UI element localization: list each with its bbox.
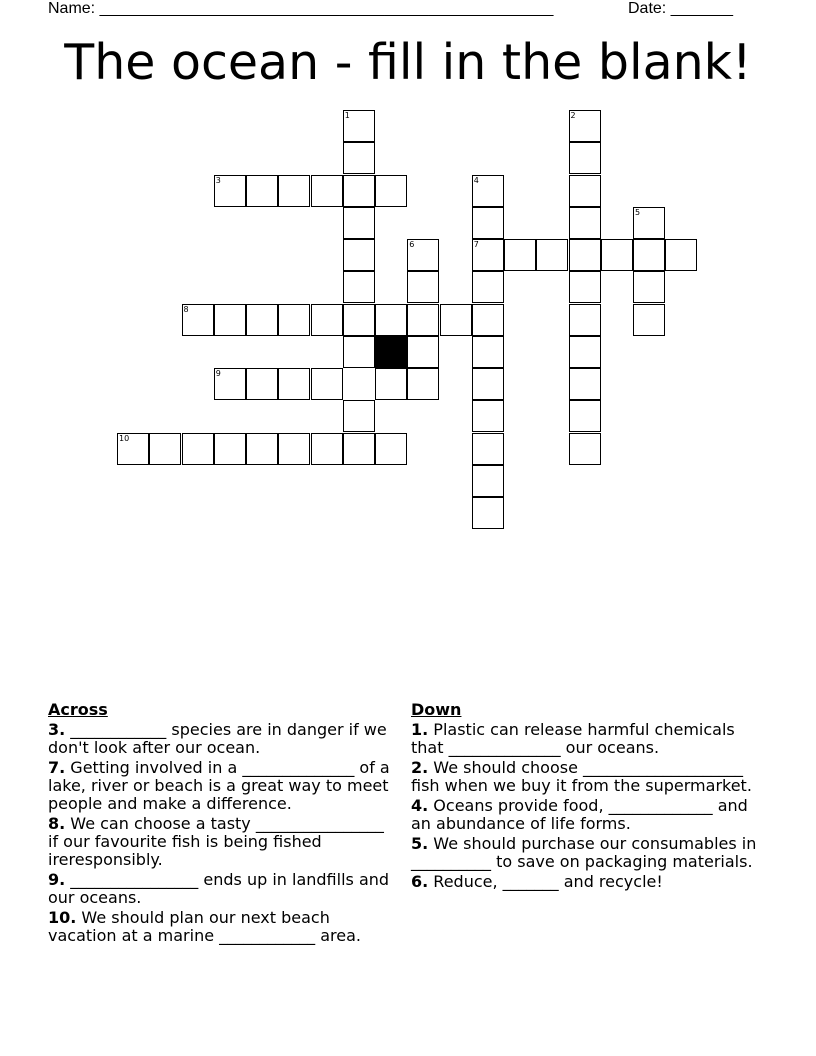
crossword-cell[interactable] [536,239,568,271]
clue-text: ____________ species are in danger if we don't look after our ocean. [48,720,387,757]
clue-number-label: 8 [183,304,189,314]
crossword-cell[interactable] [375,304,407,336]
down-clue-6 [411,873,771,891]
crossword-cell[interactable] [407,239,439,271]
down-heading: Down [411,700,462,719]
crossword-cell[interactable] [407,304,439,336]
crossword-cell[interactable] [472,497,504,529]
crossword-cell[interactable] [569,400,601,432]
clue-number: 5. [411,834,429,853]
crossword-cell[interactable] [407,368,439,400]
crossword-cell[interactable] [569,368,601,400]
crossword-cell[interactable] [343,336,375,368]
crossword-cell[interactable] [214,175,246,207]
crossword-cell[interactable] [182,433,214,465]
crossword-cell[interactable] [375,175,407,207]
crossword-cell[interactable] [569,271,601,303]
date-field-label: Date: _______ [628,0,733,17]
crossword-cell[interactable] [472,465,504,497]
clue-number: 8. [48,814,66,833]
across-clues [48,701,393,947]
crossword-cell[interactable] [665,239,697,271]
clue-number: 9. [48,870,66,889]
clue-number-label: 2 [570,111,576,120]
crossword-cell[interactable] [311,304,343,336]
clue-text: ________________ ends up in landfills and our oceans. [48,870,390,907]
crossword-cell[interactable] [633,207,665,239]
crossword-cell[interactable] [343,110,375,142]
crossword-cell[interactable] [472,271,504,303]
crossword-cell[interactable] [569,175,601,207]
crossword-cell[interactable] [149,433,181,465]
clue-text: We should purchase our consumables in __________ to save on packaging materials. [411,834,757,871]
clue-number-label: 4 [473,175,479,185]
crossword-cell[interactable] [311,175,343,207]
name-field-label: Name: ___________________________________________________ [48,0,554,17]
crossword-cell[interactable] [569,239,601,271]
clue-number-label: 6 [409,240,415,249]
crossword-cell[interactable] [117,433,149,465]
crossword-cell[interactable] [569,336,601,368]
crossword-cell[interactable] [214,368,246,400]
crossword-cell[interactable] [472,368,504,400]
crossword-cell[interactable] [633,271,665,303]
clue-number: 4. [411,796,429,815]
across-clue-8 [48,815,393,869]
crossword-cell[interactable] [343,239,375,271]
across-clue-9 [48,871,393,907]
crossword-cell[interactable] [311,433,343,465]
clue-number: 6. [411,872,429,891]
crossword-cell[interactable] [246,304,278,336]
crossword-cell[interactable] [375,368,407,400]
page-title: The ocean - fill in the blank! [64,34,752,91]
crossword-cell[interactable] [278,368,310,400]
down-clue-2 [411,759,771,795]
down-clues [411,701,771,893]
crossword-cell[interactable] [601,239,633,271]
across-clue-3 [48,721,393,757]
crossword-cell[interactable] [407,336,439,368]
crossword-cell[interactable] [633,239,665,271]
crossword-cell[interactable] [278,433,310,465]
clue-number-label: 3 [215,175,221,185]
crossword-cell[interactable] [246,175,278,207]
clue-text: We should plan our next beach vacation at a marine ____________ area. [48,908,361,945]
crossword-cell[interactable] [343,304,375,336]
crossword-cell[interactable] [214,304,246,336]
across-clue-10 [48,909,393,945]
crossword-cell[interactable] [343,271,375,303]
blocked-cell [375,336,407,368]
crossword-cell[interactable] [375,433,407,465]
crossword-cell[interactable] [214,433,246,465]
clue-number: 3. [48,720,66,739]
crossword-cell[interactable] [569,110,601,142]
down-clue-5 [411,835,771,871]
across-heading: Across [48,700,108,719]
clue-text: We can choose a tasty ________________ if our favourite fish is being fished ireresponsibly. [48,814,384,869]
crossword-cell[interactable] [504,239,536,271]
crossword-cell[interactable] [311,368,343,400]
crossword-cell[interactable] [246,368,278,400]
crossword-cell[interactable] [343,142,375,174]
across-clue-7 [48,759,393,813]
clue-number: 2. [411,758,429,777]
crossword-cell[interactable] [343,400,375,432]
clue-number-label: 9 [215,369,221,378]
crossword-cell[interactable] [472,336,504,368]
crossword-cell[interactable] [472,304,504,336]
crossword-cell[interactable] [633,304,665,336]
crossword-cell[interactable] [472,433,504,465]
crossword-cell[interactable] [569,304,601,336]
clue-number-label: 10 [119,433,130,443]
clue-text: Reduce, _______ and recycle! [428,872,663,891]
down-clue-1 [411,721,771,757]
crossword-cell[interactable] [182,304,214,336]
down-clue-4 [411,797,771,833]
crossword-cell[interactable] [472,400,504,432]
crossword-cell[interactable] [569,142,601,174]
clue-number: 10. [48,908,77,927]
clue-text: We should choose ____________________ fish when we buy it from the supermarket. [411,758,752,795]
crossword-cell[interactable] [278,175,310,207]
clue-number-label: 7 [473,240,479,249]
crossword-cell[interactable] [472,239,504,271]
crossword-cell[interactable] [440,304,472,336]
crossword-cell[interactable] [569,207,601,239]
crossword-cell[interactable] [343,207,375,239]
crossword-cell[interactable] [472,207,504,239]
clue-number: 1. [411,720,429,739]
crossword-cell[interactable] [343,175,375,207]
clue-text: Plastic can release harmful chemicals that ______________ our oceans. [411,720,735,757]
crossword-cell[interactable] [407,271,439,303]
crossword-cell[interactable] [246,433,278,465]
crossword-grid [0,0,816,520]
clue-text: Getting involved in a ______________ of a lake, river or beach is a great way to meet people and make a difference. [48,758,390,813]
clue-text: Oceans provide food, _____________ and an abundance of life forms. [411,796,748,833]
clue-number-label: 5 [635,207,641,217]
crossword-cell[interactable] [278,304,310,336]
crossword-cell[interactable] [343,433,375,465]
clue-number-label: 1 [344,111,350,120]
crossword-cell[interactable] [472,175,504,207]
clue-number: 7. [48,758,66,777]
crossword-cell[interactable] [569,433,601,465]
